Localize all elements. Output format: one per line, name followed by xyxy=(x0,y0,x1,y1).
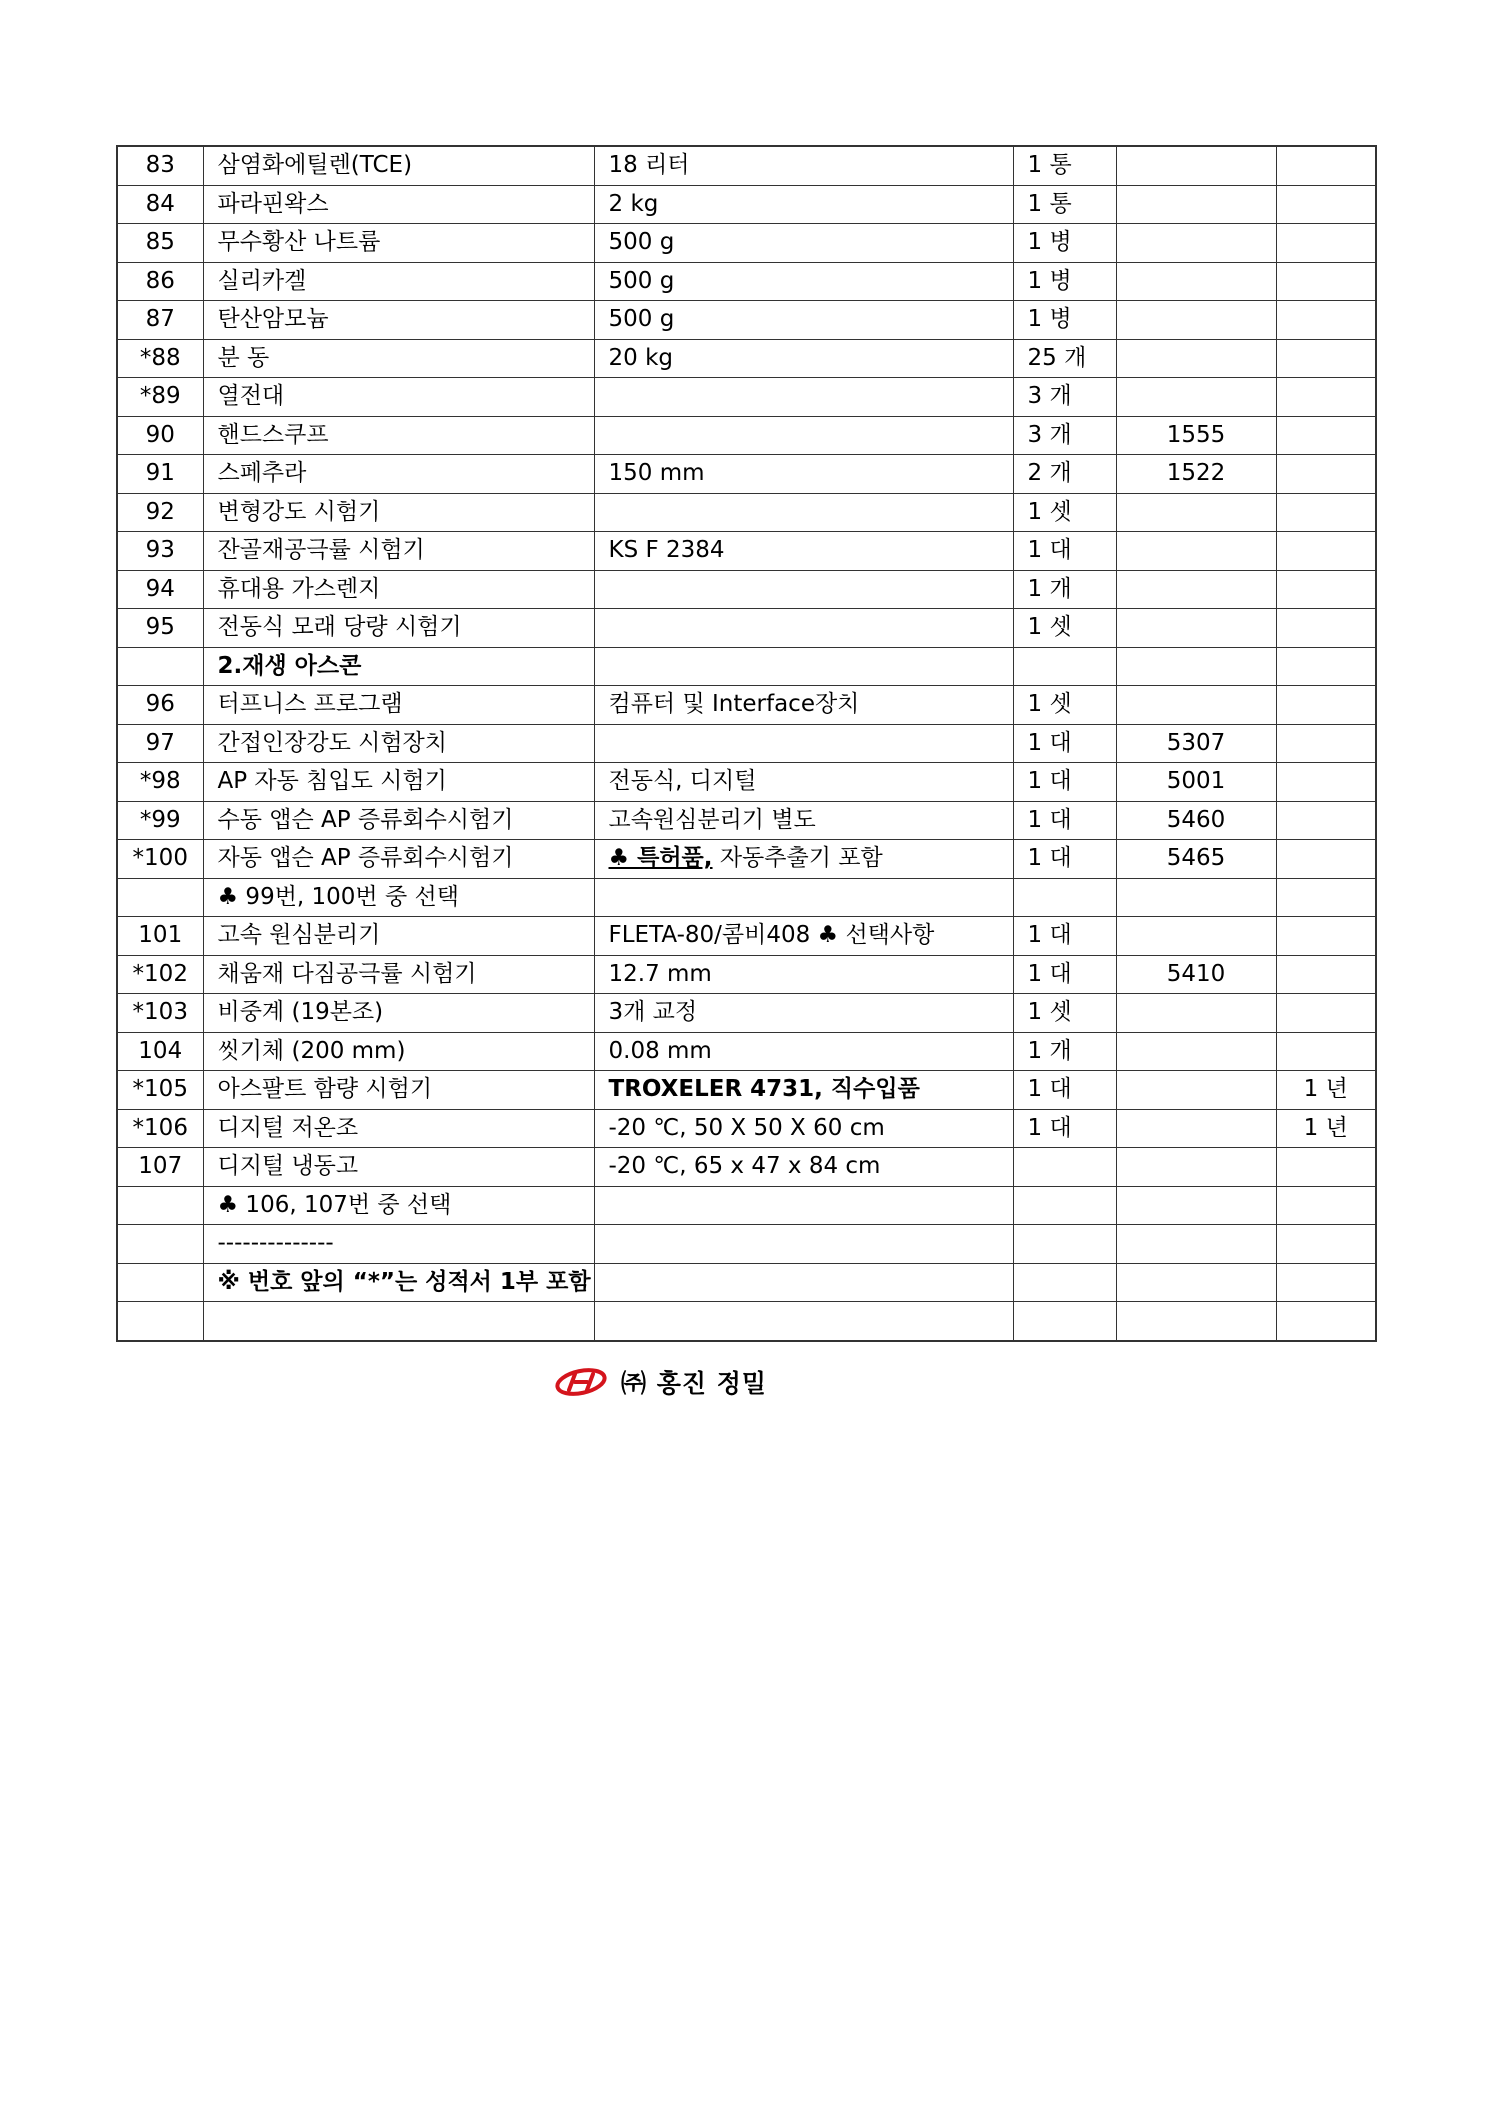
item-quantity-cell: 3 개 xyxy=(1013,416,1116,455)
item-quantity-cell: 1 셋 xyxy=(1013,609,1116,648)
item-name-cell: 열전대 xyxy=(203,378,594,417)
item-number-cell xyxy=(117,1263,203,1302)
item-period-cell xyxy=(1276,955,1376,994)
item-period-cell: 1 년 xyxy=(1276,1071,1376,1110)
item-code-cell xyxy=(1116,878,1276,917)
item-quantity-cell: 1 대 xyxy=(1013,1109,1116,1148)
item-name-cell: AP 자동 침입도 시험기 xyxy=(203,763,594,802)
item-quantity-cell: 2 개 xyxy=(1013,455,1116,494)
item-quantity-cell: 1 셋 xyxy=(1013,686,1116,725)
item-code-cell xyxy=(1116,647,1276,686)
item-name-cell: 휴대용 가스렌지 xyxy=(203,570,594,609)
spec-text: 자동추출기 포함 xyxy=(712,845,883,872)
item-number-cell: 85 xyxy=(117,224,203,263)
table-row xyxy=(117,301,1376,340)
item-name-cell: 2.재생 아스콘 xyxy=(203,647,594,686)
item-code-cell xyxy=(1116,1302,1276,1341)
table-row xyxy=(117,1186,1376,1225)
item-code-cell xyxy=(1116,1109,1276,1148)
item-spec-cell: 150 mm xyxy=(594,455,1013,494)
item-number-cell xyxy=(117,1225,203,1264)
item-code-cell xyxy=(1116,1148,1276,1187)
table-row xyxy=(117,146,1376,185)
item-spec-cell: 500 g xyxy=(594,224,1013,263)
table-row xyxy=(117,1071,1376,1110)
table-row xyxy=(117,763,1376,802)
table-row xyxy=(117,1109,1376,1148)
item-number-cell: 92 xyxy=(117,493,203,532)
item-spec-cell: 18 리터 xyxy=(594,146,1013,185)
item-spec-cell: FLETA-80/콤비408 ♣ 선택사항 xyxy=(594,917,1013,956)
item-spec-cell: 고속원심분리기 별도 xyxy=(594,801,1013,840)
table-row xyxy=(117,994,1376,1033)
item-period-cell: 1 년 xyxy=(1276,1109,1376,1148)
item-name-cell: 수동 앱슨 AP 증류회수시험기 xyxy=(203,801,594,840)
item-number-cell: 86 xyxy=(117,262,203,301)
item-number-cell: 101 xyxy=(117,917,203,956)
item-name-cell: 변형강도 시험기 xyxy=(203,493,594,532)
item-spec-cell: -20 ℃, 50 X 50 X 60 cm xyxy=(594,1109,1013,1148)
table-row xyxy=(117,378,1376,417)
table-row xyxy=(117,224,1376,263)
item-name-cell: 잔골재공극률 시험기 xyxy=(203,532,594,571)
item-name-cell: 씻기체 (200 mm) xyxy=(203,1032,594,1071)
item-spec-cell: 2 kg xyxy=(594,185,1013,224)
item-code-cell xyxy=(1116,1071,1276,1110)
item-code-cell xyxy=(1116,339,1276,378)
item-number-cell: *100 xyxy=(117,840,203,879)
item-code-cell xyxy=(1116,1186,1276,1225)
item-name-cell: 디지털 저온조 xyxy=(203,1109,594,1148)
item-number-cell xyxy=(117,1186,203,1225)
table-row xyxy=(117,609,1376,648)
item-number-cell: *102 xyxy=(117,955,203,994)
item-quantity-cell: 1 통 xyxy=(1013,185,1116,224)
table-row xyxy=(117,724,1376,763)
item-number-cell: *88 xyxy=(117,339,203,378)
table-row xyxy=(117,416,1376,455)
table-row xyxy=(117,686,1376,725)
item-spec-cell xyxy=(594,493,1013,532)
item-name-cell: 비중계 (19본조) xyxy=(203,994,594,1033)
item-period-cell xyxy=(1276,878,1376,917)
item-code-cell xyxy=(1116,146,1276,185)
item-name-cell: 자동 앱슨 AP 증류회수시험기 xyxy=(203,840,594,879)
patent-note: ♣ 특허품, xyxy=(608,845,713,872)
item-quantity-cell: 1 대 xyxy=(1013,955,1116,994)
item-spec-cell xyxy=(594,647,1013,686)
item-name-cell: 디지털 냉동고 xyxy=(203,1148,594,1187)
item-quantity-cell: 1 병 xyxy=(1013,301,1116,340)
item-code-cell xyxy=(1116,1263,1276,1302)
item-period-cell xyxy=(1276,532,1376,571)
item-quantity-cell xyxy=(1013,1302,1116,1341)
item-spec-cell: TROXELER 4731, 직수입품 xyxy=(594,1071,1013,1110)
item-code-cell xyxy=(1116,570,1276,609)
page-footer xyxy=(555,1360,767,1404)
item-period-cell xyxy=(1276,185,1376,224)
item-period-cell xyxy=(1276,1225,1376,1264)
item-name-cell: 전동식 모래 당량 시험기 xyxy=(203,609,594,648)
item-spec-cell: 0.08 mm xyxy=(594,1032,1013,1071)
item-number-cell: *105 xyxy=(117,1071,203,1110)
item-number-cell: 93 xyxy=(117,532,203,571)
item-spec-cell xyxy=(594,609,1013,648)
item-spec-cell: -20 ℃, 65 x 47 x 84 cm xyxy=(594,1148,1013,1187)
item-name-cell: ※ 번호 앞의 “*”는 성적서 1부 포함 xyxy=(203,1263,594,1302)
item-name-cell: 채움재 다짐공극률 시험기 xyxy=(203,955,594,994)
item-code-cell: 1522 xyxy=(1116,455,1276,494)
item-code-cell xyxy=(1116,686,1276,725)
item-spec-cell xyxy=(594,570,1013,609)
item-quantity-cell xyxy=(1013,1263,1116,1302)
item-period-cell xyxy=(1276,378,1376,417)
item-code-cell xyxy=(1116,1032,1276,1071)
item-spec-cell xyxy=(594,378,1013,417)
item-name-cell: 터프니스 프로그램 xyxy=(203,686,594,725)
item-spec-cell: 전동식, 디지털 xyxy=(594,763,1013,802)
item-code-cell xyxy=(1116,1225,1276,1264)
equipment-table-body xyxy=(117,146,1376,1341)
item-period-cell xyxy=(1276,686,1376,725)
item-code-cell xyxy=(1116,301,1276,340)
item-code-cell: 5465 xyxy=(1116,840,1276,879)
item-code-cell xyxy=(1116,224,1276,263)
table-row xyxy=(117,455,1376,494)
item-name-cell: 삼염화에틸렌(TCE) xyxy=(203,146,594,185)
item-period-cell xyxy=(1276,455,1376,494)
item-number-cell: 87 xyxy=(117,301,203,340)
item-spec-cell: 500 g xyxy=(594,262,1013,301)
item-quantity-cell xyxy=(1013,647,1116,686)
table-row xyxy=(117,1263,1376,1302)
item-quantity-cell: 1 대 xyxy=(1013,763,1116,802)
item-period-cell xyxy=(1276,224,1376,263)
item-name-cell: 간접인장강도 시험장치 xyxy=(203,724,594,763)
item-number-cell xyxy=(117,647,203,686)
item-period-cell xyxy=(1276,917,1376,956)
item-number-cell: 91 xyxy=(117,455,203,494)
item-period-cell xyxy=(1276,1148,1376,1187)
item-period-cell xyxy=(1276,724,1376,763)
item-quantity-cell: 1 셋 xyxy=(1013,994,1116,1033)
item-code-cell: 5307 xyxy=(1116,724,1276,763)
item-period-cell xyxy=(1276,609,1376,648)
table-row xyxy=(117,917,1376,956)
item-number-cell: 83 xyxy=(117,146,203,185)
item-quantity-cell: 3 개 xyxy=(1013,378,1116,417)
item-period-cell xyxy=(1276,1302,1376,1341)
item-name-cell xyxy=(203,1302,594,1341)
table-row xyxy=(117,647,1376,686)
item-spec-cell xyxy=(594,724,1013,763)
item-spec-cell: 컴퓨터 및 Interface장치 xyxy=(594,686,1013,725)
item-name-cell: 무수황산 나트륨 xyxy=(203,224,594,263)
table-row xyxy=(117,878,1376,917)
table-row xyxy=(117,1032,1376,1071)
item-number-cell xyxy=(117,878,203,917)
table-row xyxy=(117,532,1376,571)
item-code-cell xyxy=(1116,917,1276,956)
table-row xyxy=(117,262,1376,301)
item-spec-cell: 3개 교정 xyxy=(594,994,1013,1033)
table-row xyxy=(117,955,1376,994)
item-number-cell: *89 xyxy=(117,378,203,417)
item-code-cell: 5001 xyxy=(1116,763,1276,802)
item-number-cell: 107 xyxy=(117,1148,203,1187)
item-number-cell: *103 xyxy=(117,994,203,1033)
item-name-cell: 분 동 xyxy=(203,339,594,378)
item-name-cell: 탄산암모늄 xyxy=(203,301,594,340)
item-code-cell xyxy=(1116,532,1276,571)
item-name-cell: 핸드스쿠프 xyxy=(203,416,594,455)
item-period-cell xyxy=(1276,1032,1376,1071)
item-name-cell: ♣ 99번, 100번 중 선택 xyxy=(203,878,594,917)
table-row xyxy=(117,185,1376,224)
item-number-cell: 84 xyxy=(117,185,203,224)
item-number-cell xyxy=(117,1302,203,1341)
item-name-cell: 고속 원심분리기 xyxy=(203,917,594,956)
item-name-cell: 실리카겔 xyxy=(203,262,594,301)
hj-logo-icon xyxy=(555,1366,607,1398)
item-period-cell xyxy=(1276,647,1376,686)
item-name-cell: 아스팔트 함량 시험기 xyxy=(203,1071,594,1110)
equipment-table xyxy=(116,145,1377,1342)
item-quantity-cell: 1 대 xyxy=(1013,801,1116,840)
item-quantity-cell: 1 셋 xyxy=(1013,493,1116,532)
item-code-cell xyxy=(1116,378,1276,417)
item-quantity-cell xyxy=(1013,878,1116,917)
item-number-cell: 96 xyxy=(117,686,203,725)
table-row xyxy=(117,1148,1376,1187)
item-quantity-cell: 1 대 xyxy=(1013,724,1116,763)
item-period-cell xyxy=(1276,339,1376,378)
equipment-list-frame xyxy=(116,145,1380,1342)
item-quantity-cell xyxy=(1013,1186,1116,1225)
item-spec-cell: 500 g xyxy=(594,301,1013,340)
item-period-cell xyxy=(1276,301,1376,340)
item-code-cell: 5460 xyxy=(1116,801,1276,840)
item-number-cell: *106 xyxy=(117,1109,203,1148)
item-period-cell xyxy=(1276,262,1376,301)
item-name-cell: -------------- xyxy=(203,1225,594,1264)
item-code-cell: 1555 xyxy=(1116,416,1276,455)
table-row xyxy=(117,493,1376,532)
item-code-cell xyxy=(1116,493,1276,532)
item-code-cell xyxy=(1116,185,1276,224)
item-quantity-cell: 1 대 xyxy=(1013,532,1116,571)
item-quantity-cell xyxy=(1013,1225,1116,1264)
item-spec-cell: KS F 2384 xyxy=(594,532,1013,571)
item-quantity-cell: 1 통 xyxy=(1013,146,1116,185)
item-name-cell: 파라핀왁스 xyxy=(203,185,594,224)
item-quantity-cell xyxy=(1013,1148,1116,1187)
item-quantity-cell: 1 개 xyxy=(1013,1032,1116,1071)
item-spec-cell: 20 kg xyxy=(594,339,1013,378)
item-quantity-cell: 1 대 xyxy=(1013,840,1116,879)
item-quantity-cell: 25 개 xyxy=(1013,339,1116,378)
item-number-cell: *99 xyxy=(117,801,203,840)
item-period-cell xyxy=(1276,493,1376,532)
item-period-cell xyxy=(1276,763,1376,802)
item-code-cell: 5410 xyxy=(1116,955,1276,994)
item-quantity-cell: 1 병 xyxy=(1013,224,1116,263)
item-code-cell xyxy=(1116,994,1276,1033)
item-period-cell xyxy=(1276,146,1376,185)
item-code-cell xyxy=(1116,262,1276,301)
table-row xyxy=(117,801,1376,840)
company-name: ㈜ 홍진 정밀 xyxy=(621,1369,768,1398)
item-period-cell xyxy=(1276,1263,1376,1302)
item-code-cell xyxy=(1116,609,1276,648)
item-period-cell xyxy=(1276,840,1376,879)
item-spec-cell xyxy=(594,878,1013,917)
item-number-cell: 104 xyxy=(117,1032,203,1071)
item-period-cell xyxy=(1276,570,1376,609)
item-number-cell: 97 xyxy=(117,724,203,763)
item-number-cell: 95 xyxy=(117,609,203,648)
item-name-cell: ♣ 106, 107번 중 선택 xyxy=(203,1186,594,1225)
table-row xyxy=(117,1302,1376,1341)
item-spec-cell xyxy=(594,1186,1013,1225)
item-number-cell: *98 xyxy=(117,763,203,802)
item-period-cell xyxy=(1276,1186,1376,1225)
item-quantity-cell: 1 대 xyxy=(1013,917,1116,956)
item-quantity-cell: 1 개 xyxy=(1013,570,1116,609)
item-quantity-cell: 1 대 xyxy=(1013,1071,1116,1110)
item-period-cell xyxy=(1276,994,1376,1033)
item-period-cell xyxy=(1276,801,1376,840)
table-row xyxy=(117,570,1376,609)
table-row xyxy=(117,1225,1376,1264)
item-spec-cell: 12.7 mm xyxy=(594,955,1013,994)
item-spec-cell xyxy=(594,416,1013,455)
item-number-cell: 90 xyxy=(117,416,203,455)
item-quantity-cell: 1 병 xyxy=(1013,262,1116,301)
item-spec-cell xyxy=(594,840,1013,879)
item-spec-cell xyxy=(594,1302,1013,1341)
item-spec-cell xyxy=(594,1225,1013,1264)
item-number-cell: 94 xyxy=(117,570,203,609)
item-period-cell xyxy=(1276,416,1376,455)
item-name-cell: 스페추라 xyxy=(203,455,594,494)
item-spec-cell xyxy=(594,1263,1013,1302)
table-row xyxy=(117,840,1376,879)
table-row xyxy=(117,339,1376,378)
